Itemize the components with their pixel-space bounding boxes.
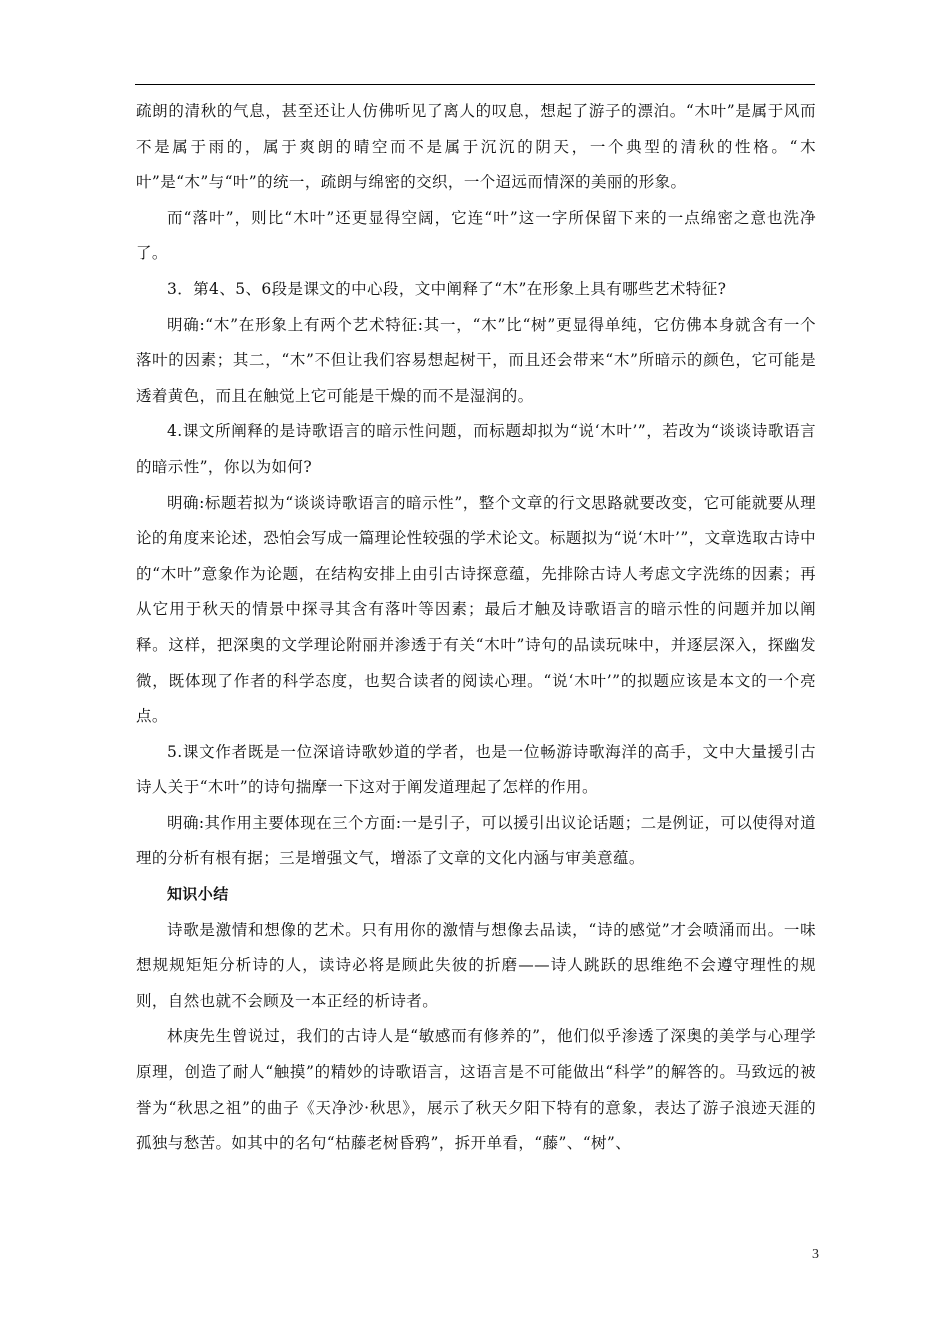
paragraph-continuation: 疏朗的清秋的气息，甚至还让人仿佛听见了离人的叹息，想起了游子的漂泊。“木叶”是属于风而不是属于雨的，属于爽朗的晴空而不是属于沉沉的阴天，一个典型的清秋的性格。“木叶”是“木”与“叶”的统一，疏朗与绵密的交织，一个迢远而情深的美丽的形象。	[136, 102, 816, 192]
summary-paragraph-1: 诗歌是激情和想像的艺术。只有用你的激情与想像去品读，“诗的感觉”才会喷涌而出。一味想规规矩矩分析诗的人，读诗必将是顾此失彼的折磨——诗人跳跃的思维绝不会遵守理性的规则，自然也就不会顾及一本正经的析诗者。	[136, 920, 816, 1010]
paragraph-luoye: 而“落叶”，则比“木叶”还更显得空阔，它连“叶”这一字所保留下来的一点绵密之意也洗净了。	[136, 208, 816, 263]
answer-3: 明确:“木”在形象上有两个艺术特征:其一，“木”比“树”更显得单纯，它仿佛本身就含有一个落叶的因素；其二，“木”不但让我们容易想起树干，而且还会带来“木”所暗示的颜色，它可能是透着黄色，而且在触觉上它可能是干燥的而不是湿润的。	[136, 315, 816, 405]
header-rule	[135, 84, 815, 85]
question-5: 5.课文作者既是一位深谙诗歌妙道的学者，也是一位畅游诗歌海洋的高手，文中大量援引古诗人关于“木叶”的诗句揣摩一下这对于阐发道理起了怎样的作用。	[136, 742, 816, 797]
document-body	[136, 94, 816, 1162]
answer-4: 明确:标题若拟为“谈谈诗歌语言的暗示性”，整个文章的行文思路就要改变，它可能就要从理论的角度来论述，恐怕会写成一篇理论性较强的学术论文。标题拟为“说‘木叶’”，文章选取古诗中的“木叶”意象作为论题，在结构安排上由引古诗探意蕴，先排除古诗人考虑文字洗练的因素；再从它用于秋天的情景中探寻其含有落叶等因素；最后才触及诗歌语言的暗示性的问题并加以阐释。这样，把深奥的文学理论附丽并渗透于有关“木叶”诗句的品读玩味中，并逐层深入，探幽发微，既体现了作者的科学态度，也契合读者的阅读心理。“说‘木叶’”的拟题应该是本文的一个亮点。	[136, 493, 816, 726]
question-3: 3．第4、5、6段是课文的中心段，文中阐释了“木”在形象上具有哪些艺术特征?	[167, 279, 727, 298]
question-4: 4.课文所阐释的是诗歌语言的暗示性问题，而标题却拟为“说‘木叶’”，若改为“谈谈诗歌语言的暗示性”，你以为如何?	[136, 422, 816, 476]
summary-paragraph-2: 林庚先生曾说过，我们的古诗人是“敏感而有修养的”，他们似乎渗透了深奥的美学与心理学原理，创造了耐人“触摸”的精妙的诗歌语言，这语言是不可能做出“科学”的解答的。马致远的被誉为“秋思之祖”的曲子《天净沙·秋思》，展示了秋天夕阳下特有的意象，表达了游子浪迹天涯的孤独与愁苦。如其中的名句“枯藤老树昏鸦”，拆开单看，“藤”、“树”、	[136, 1027, 816, 1153]
page-number: 3	[812, 1247, 819, 1262]
answer-5: 明确:其作用主要体现在三个方面:一是引子，可以援引出议论话题；二是例证，可以使得对道理的分析有根有据；三是增强文气，增添了文章的文化内涵与审美意蕴。	[136, 813, 816, 868]
section-heading: 知识小结	[167, 885, 229, 904]
